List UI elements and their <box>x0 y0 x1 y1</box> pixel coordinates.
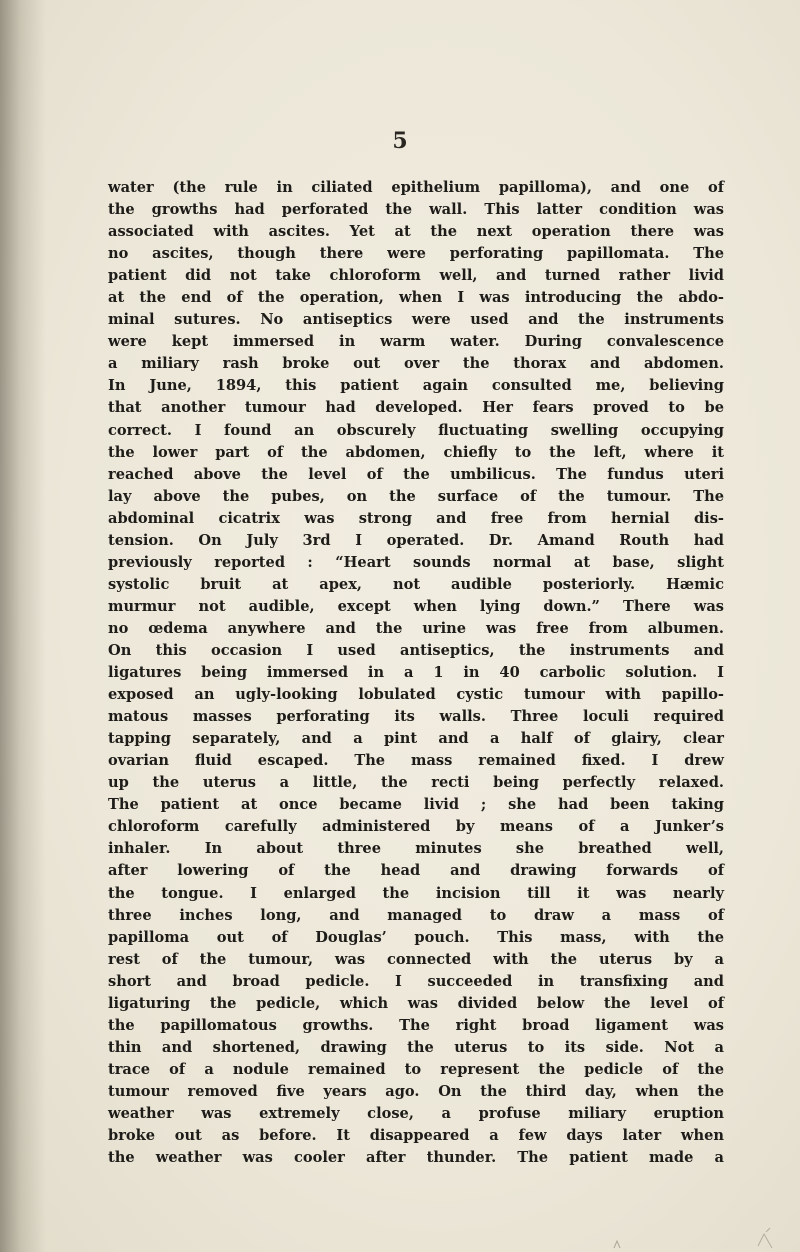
text-line: abdominal cicatrix was strong and free from hernial dis- <box>108 509 724 527</box>
text-line: the growths had perforated the wall. This latter condition was <box>108 201 724 219</box>
text-line: the lower part of the abdomen, chiefly to the left, where it <box>108 443 724 461</box>
smudge-mark <box>756 1226 776 1250</box>
text-line: short and broad pedicle. I succeeded in transfixing and <box>108 972 724 990</box>
binding-shadow <box>0 0 46 1252</box>
text-line: minal sutures. No antiseptics were used and the instruments <box>108 311 724 329</box>
smudge-mark <box>612 1238 622 1250</box>
text-line: tapping separately, and a pint and a half of glairy, clear <box>108 730 724 748</box>
text-line: ligatures being immersed in a 1 in 40 carbolic solution. I <box>108 664 724 682</box>
text-line: ovarian fluid escaped. The mass remained fixed. I drew <box>108 752 724 770</box>
text-line: that another tumour had developed. Her fears proved to be <box>108 399 724 417</box>
text-line: the tongue. I enlarged the incision till it was nearly <box>108 884 724 902</box>
text-line: rest of the tumour, was connected with the uterus by a <box>108 950 724 968</box>
text-line: reached above the level of the umbilicus. The fundus uteri <box>108 465 724 483</box>
text-line: trace of a nodule remained to represent the pedicle of the <box>108 1060 724 1078</box>
text-line: murmur not audible, except when lying down.” There was <box>108 597 724 615</box>
text-line: the papillomatous growths. The right broad ligament was <box>108 1016 724 1034</box>
text-line: a miliary rash broke out over the thorax and abdomen. <box>108 355 724 373</box>
text-line: ligaturing the pedicle, which was divided below the level of <box>108 994 724 1012</box>
text-line: chloroform carefully administered by means of a Junker’s <box>108 818 724 836</box>
text-line: three inches long, and managed to draw a mass of <box>108 906 724 924</box>
text-line: papilloma out of Douglas’ pouch. This mass, with the <box>108 928 724 946</box>
text-line: water (the rule in ciliated epithelium papilloma), and one of <box>108 179 724 196</box>
body-text <box>108 177 724 1169</box>
text-line: broke out as before. It disappeared a few days later when <box>108 1127 724 1145</box>
text-line: weather was extremely close, a profuse miliary eruption <box>108 1104 724 1122</box>
text-line: In June, 1894, this patient again consulted me, believing <box>108 377 724 395</box>
text-line: systolic bruit at apex, not audible posteriorly. Hæmic <box>108 575 724 593</box>
text-line: thin and shortened, drawing the uterus to its side. Not a <box>108 1038 724 1056</box>
text-line: matous masses perforating its walls. Three loculi required <box>108 708 724 726</box>
text-line: at the end of the operation, when I was introducing the abdo- <box>108 289 724 307</box>
text-line: exposed an ugly-looking lobulated cystic tumour with papillo- <box>108 686 724 704</box>
text-line: up the uterus a little, the recti being perfectly relaxed. <box>108 774 724 792</box>
text-line: patient did not take chloroform well, and turned rather livid <box>108 267 724 285</box>
text-line: the weather was cooler after thunder. The patient made a <box>108 1149 724 1167</box>
text-line: On this occasion I used antiseptics, the instruments and <box>108 641 724 659</box>
text-line: The patient at once became livid ; she had been taking <box>108 796 724 814</box>
page-number: 5 <box>392 128 408 154</box>
text-line: were kept immersed in warm water. During convalescence <box>108 333 724 351</box>
text-line: tumour removed five years ago. On the third day, when the <box>108 1082 724 1100</box>
text-line: correct. I found an obscurely fluctuating swelling occupying <box>108 421 724 439</box>
text-line: no ascites, though there were perforating papillomata. The <box>108 245 724 263</box>
text-line: tension. On July 3rd I operated. Dr. Amand Routh had <box>108 531 724 549</box>
text-line: no œdema anywhere and the urine was free from albumen. <box>108 619 724 637</box>
text-line: associated with ascites. Yet at the next operation there was <box>108 223 724 241</box>
text-line: lay above the pubes, on the surface of the tumour. The <box>108 487 724 505</box>
text-line: previously reported : “Heart sounds normal at base, slight <box>108 553 724 571</box>
text-line: after lowering of the head and drawing forwards of <box>108 862 724 880</box>
text-line: inhaler. In about three minutes she breathed well, <box>108 840 724 858</box>
